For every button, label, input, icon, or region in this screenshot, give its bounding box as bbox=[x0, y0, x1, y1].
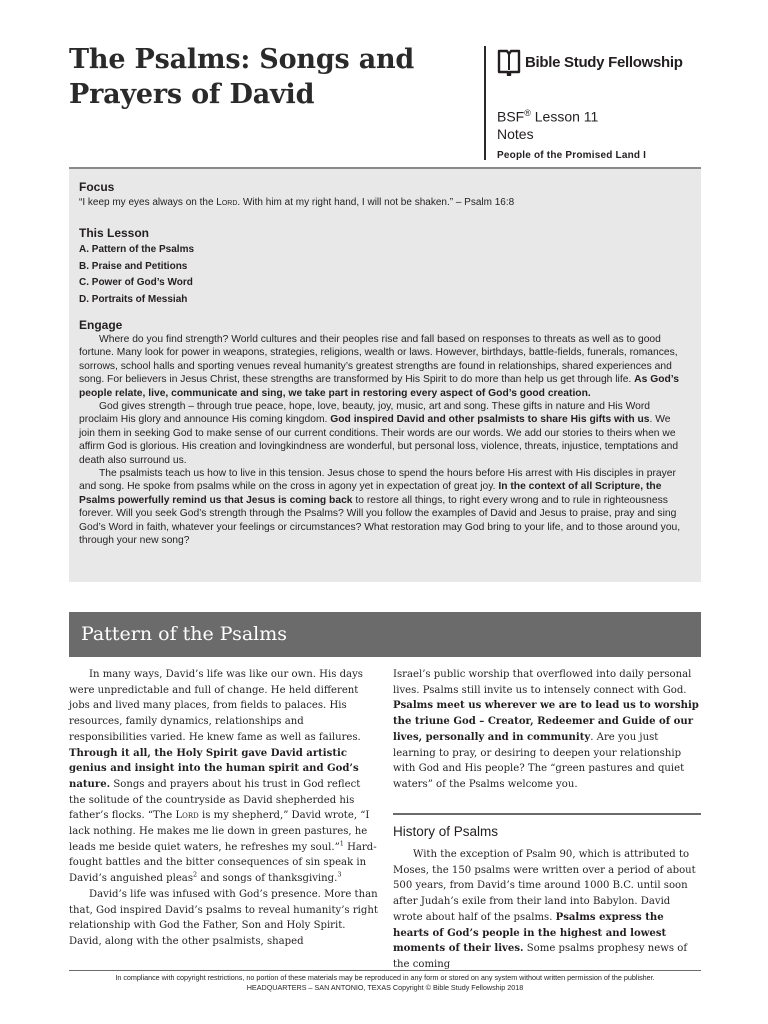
lesson-label: Lesson 11 bbox=[530, 108, 599, 125]
lesson-prefix: BSF bbox=[497, 108, 525, 125]
footnote-marker: 1 bbox=[339, 839, 344, 848]
notes-label: Notes bbox=[497, 125, 534, 142]
text-run: . We join them in seeking God to make sense of our current conditions. Their words are our words. We add our stories to theirs when we affirm God is glorious. His creation and lovingkindness are wonderful, but personal loss, violence, threats, injustice, temptations and death also surround us. bbox=[79, 414, 679, 466]
body-paragraph bbox=[393, 667, 701, 793]
series-name: People of the Promised Land I bbox=[497, 149, 647, 161]
text-run: With the exception of Psalm 90, which is attributed to Moses, the 150 psalms were written over a period of about 500 years, from David’s time around 1000 B.C. until soon after Judah’s exile from their land into Babylon. David wrote about half of the psalms. bbox=[393, 849, 696, 923]
text-run: Hard-fought battles and the bitter consequences of sin speak in David’s anguished pleas bbox=[69, 841, 377, 885]
quote-text: “I keep my eyes always on the bbox=[79, 197, 217, 208]
lesson-info bbox=[497, 104, 646, 161]
left-column bbox=[69, 667, 379, 950]
text-run: . Are you just learning to pray, or desiring to deepen your relationship with God and His people? The “green pastures and quiet waters” of the Psalms welcome you. bbox=[393, 731, 685, 790]
history-column bbox=[393, 847, 701, 973]
text-run: Israel’s public worship that overflowed into daily personal lives. Psalms still invite us to intensely connect with God. bbox=[393, 669, 692, 696]
lesson-item: D. Portraits of Messiah bbox=[79, 293, 188, 305]
text-run: God gives strength – through true peace, hope, love, beauty, joy, music, art and song. These gifts in nature and His Word proclaim His glory and announce His coming kingdom. bbox=[79, 401, 651, 426]
emphasis-run: Psalms meet us wherever we are to lead us to worship the triune God – Creator, Redeemer and Guide of our lives, personally and in community bbox=[393, 700, 699, 743]
body-paragraph bbox=[69, 667, 379, 887]
lord-smallcaps: Lord bbox=[175, 810, 199, 822]
registered-mark: ® bbox=[524, 108, 531, 118]
header-divider bbox=[484, 46, 486, 160]
text-run: to restore all things, to right every wrong and to rule in righteousness forever. Will you seek God’s strength through the Psalms? Will you follow the examples of David and Jesus to praise, pray and sing God’s Word in faith, whatever your feelings or circumstances? What restoration may God bring to your life, and to those around you, through your new song? bbox=[79, 494, 681, 547]
emphasis-run: God inspired David and other psalmists to share His gifts with us bbox=[330, 414, 650, 426]
engage-body bbox=[79, 333, 689, 548]
text-run: Some psalms prophesy news of the coming bbox=[393, 943, 688, 970]
text-run: . bbox=[587, 387, 591, 399]
focus-quote bbox=[79, 196, 689, 210]
section-heading-bar: Pattern of the Psalms bbox=[69, 612, 701, 657]
quote-lord: Lord bbox=[216, 197, 238, 208]
lesson-item: C. Power of God’s Word bbox=[79, 277, 193, 288]
footnote-marker: 2 bbox=[193, 870, 198, 879]
emphasis-run: As God’s people relate, live, communicate and sing, we take part in restoring every aspect of God’s good creation bbox=[79, 374, 679, 399]
quote-text-end: . With him at my right hand, I will not be shaken.” – Psalm 16:8 bbox=[237, 197, 515, 208]
lesson-item: A. Pattern of the Psalms bbox=[79, 244, 195, 255]
emphasis-run: Through it all, the Holy Spirit gave David artistic genius and insight into the human spirit and God’s nature. bbox=[69, 747, 359, 790]
focus-heading: Focus bbox=[79, 180, 115, 194]
history-heading: History of Psalms bbox=[393, 824, 499, 839]
text-run: and songs of thanksgiving. bbox=[197, 873, 338, 885]
emphasis-run: In the context of all Scripture, the Psalms powerfully remind us that Jesus is coming back bbox=[79, 481, 662, 506]
footnote-marker: 3 bbox=[337, 870, 342, 879]
lesson-number bbox=[497, 104, 646, 126]
engage-paragraph bbox=[79, 400, 689, 467]
lesson-item: B. Praise and Petitions bbox=[79, 260, 188, 272]
copyright-line: HEADQUARTERS – SAN ANTONIO, TEXAS Copyright © Bible Study Fellowship 2018 bbox=[246, 983, 524, 992]
text-run: Where do you find strength? World cultures and their peoples rise and fall based on responses to threats as well as to good fortune. Many look for power in weapons, strategies, religions, wealth or laws. However, birthdays, battle-fields, funerals, romances, sorrows, school halls and sporting venues reveal humanity’s greatest strengths are found in relationships, shared experiences and song. For believers in Jesus Christ, these strengths are transformed by His Spirit to do more than help us get through life. bbox=[79, 334, 678, 386]
right-column bbox=[393, 667, 701, 793]
body-paragraph bbox=[393, 847, 701, 973]
lesson-heading: This Lesson bbox=[79, 226, 150, 240]
footer bbox=[69, 973, 701, 993]
body-paragraph: David’s life was infused with God’s presence. More than that, God inspired David’s psalms to reveal humanity’s right relationship with God the Father, Son and Holy Spirit. David, along with the other psalmists, shaped bbox=[69, 888, 378, 947]
emphasis-run: Psalms express the hearts of God’s people in the highest and lowest moments of their lives. bbox=[393, 911, 667, 955]
page-title: The Psalms: Songs and Prayers of David bbox=[69, 44, 415, 110]
engage-heading: Engage bbox=[79, 318, 123, 332]
copyright-notice: In compliance with copyright restrictions, no portion of these materials may be reproduced in any form or stored on any system without written permission of the publisher. bbox=[115, 973, 655, 982]
lesson-list bbox=[79, 242, 689, 308]
history-divider bbox=[393, 813, 701, 815]
text-run: is my shepherd,” David wrote, “I lack nothing. He makes me lie down in green pastures, he leads me beside quiet waters, he refreshes my soul.” bbox=[69, 810, 370, 853]
text-run: In many ways, David’s life was like our own. His days were unpredictable and full of change. He held different jobs and lived many places, from fields to palaces. His resources, family dynamics, relationships and responsibilities varied. He knew fame as well as failures. bbox=[69, 669, 363, 743]
text-run: Songs and prayers about his trust in God reflect the solitude of the countryside as David shepherded his father’s flocks. “The bbox=[69, 778, 361, 822]
open-book-icon bbox=[497, 48, 521, 76]
text-run: The psalmists teach us how to live in this tension. Jesus chose to spend the hours before His arrest with His disciples in prayer and song. He spoke from psalms while on the cross in agony yet in expectation of great joy. bbox=[79, 468, 676, 493]
engage-paragraph bbox=[79, 333, 689, 400]
footer-divider bbox=[69, 970, 701, 971]
bsf-logo bbox=[497, 46, 683, 78]
engage-paragraph bbox=[79, 467, 689, 547]
focus-box bbox=[69, 167, 701, 582]
logo-text: Bible Study Fellowship bbox=[525, 53, 683, 71]
